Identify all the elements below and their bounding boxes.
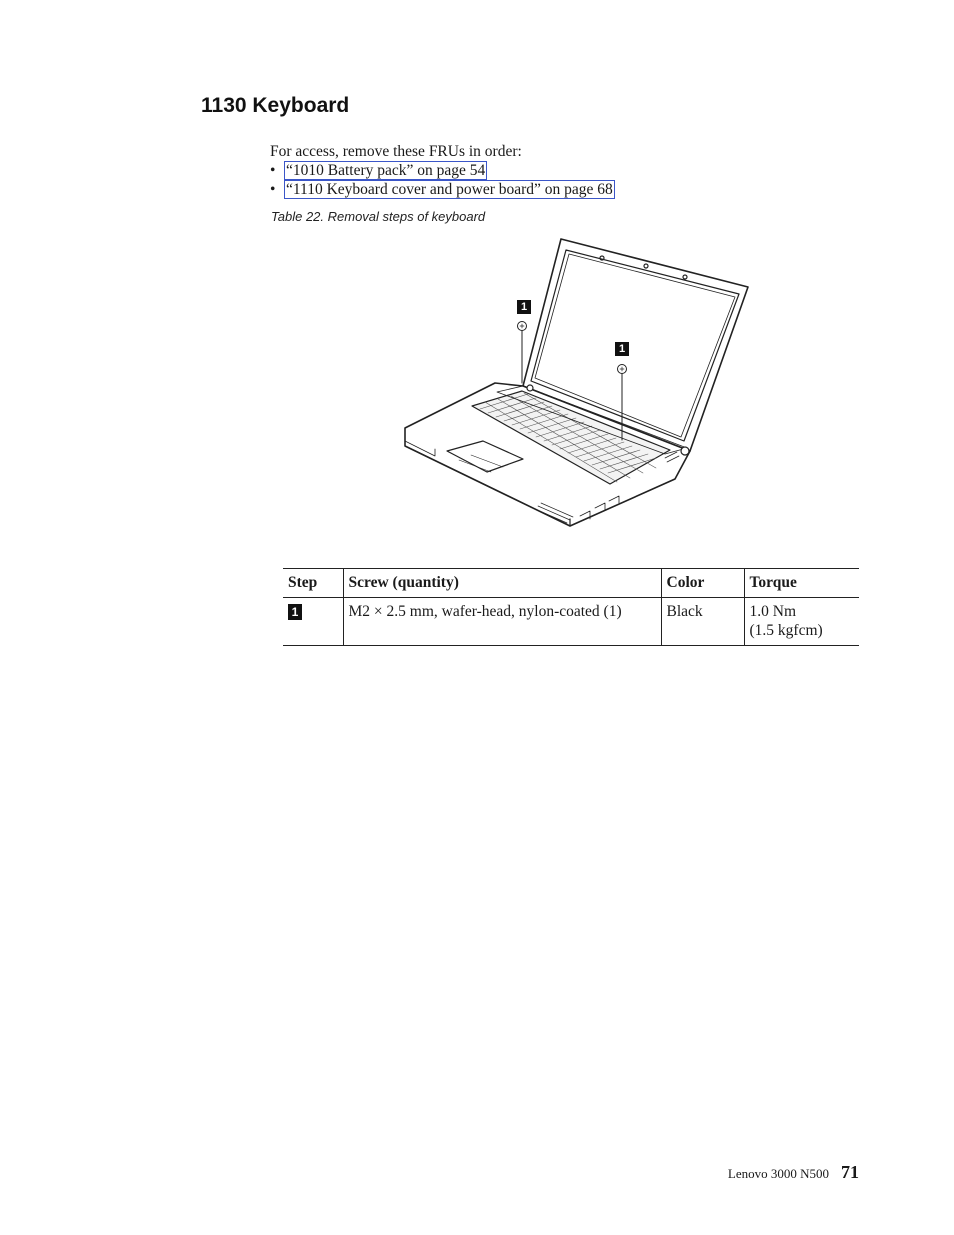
intro-text: For access, remove these FRUs in order: [270, 143, 522, 160]
table-row [283, 598, 859, 646]
torque-kgfcm: (1.5 kgfcm) [749, 622, 823, 639]
table-header-row [283, 569, 859, 598]
fru-list [270, 161, 615, 199]
page-number: 71 [841, 1162, 859, 1182]
header-color: Color [661, 569, 744, 598]
step-badge: 1 [288, 604, 302, 620]
fru-list-item [270, 161, 615, 180]
bullet: • [270, 181, 276, 198]
section-heading: 1130 Keyboard [201, 94, 350, 117]
screw-callout: 1 [517, 300, 531, 314]
torque-nm: 1.0 Nm [749, 603, 796, 620]
step-cell [283, 598, 343, 646]
fru-list-item [270, 180, 615, 199]
color-cell: Black [661, 598, 744, 646]
access-instructions [270, 142, 615, 199]
battery-pack-link[interactable]: “1010 Battery pack” on page 54 [286, 162, 486, 179]
header-torque: Torque [744, 569, 859, 598]
torque-cell [744, 598, 859, 646]
table-caption: Table 22. Removal steps of keyboard [271, 209, 486, 224]
laptop-drawing [395, 236, 755, 532]
footer-product: Lenovo 3000 N500 [727, 1166, 829, 1181]
screw-spec-table [283, 568, 859, 646]
header-screw: Screw (quantity) [343, 569, 661, 598]
screw-cell: M2 × 2.5 mm, wafer-head, nylon-coated (1) [343, 598, 661, 646]
keyboard-cover-link[interactable]: “1110 Keyboard cover and power board” on page 68 [286, 181, 613, 198]
bullet: • [270, 162, 276, 179]
screw-callout: 1 [615, 342, 629, 356]
header-step: Step [288, 574, 318, 591]
laptop-illustration [395, 236, 755, 532]
page-footer [728, 1162, 859, 1183]
